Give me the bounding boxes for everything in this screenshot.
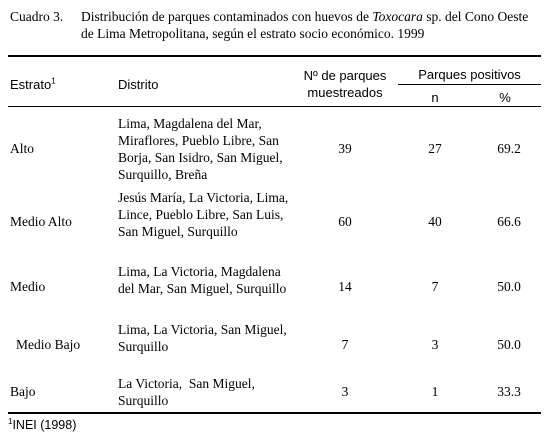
row-4-muestreados: 7 [341,337,349,352]
caption-label: Cuadro 3. [10,9,64,24]
row-5-n: 1 [431,384,439,399]
header-estrato-sup: 1 [51,76,56,86]
row-3-estrato: Medio [10,279,46,294]
header-estrato [10,76,56,93]
footnote-text: INEI (1998) [12,418,77,432]
caption-text [81,8,543,42]
caption-italic-genus: Toxocara [372,9,423,24]
row-2-n: 40 [428,214,442,229]
row-4-pct: 50.0 [497,337,521,352]
row-2-muestreados: 60 [338,214,352,229]
row-5-muestreados: 3 [341,384,349,399]
header-n: n [431,90,439,105]
row-5-distrito: La Victoria, San Miguel, Surquillo [118,376,259,408]
row-2-estrato: Medio Alto [10,214,72,229]
row-3-pct: 50.0 [497,279,521,294]
row-5-estrato: Bajo [10,384,36,399]
caption-text-before: Distribución de parques contaminados con huevos de [81,9,373,24]
row-1-distrito: Lima, Magdalena del Mar, Miraflores, Pueblo Libre, San Borja, San Isidro, San Miguel, Surquillo, Breña [118,116,283,182]
row-4-estrato: Medio Bajo [16,337,81,352]
row-3-n: 7 [431,279,439,294]
header-rule [8,106,541,107]
row-3-distrito: Lima, La Victoria, Magdalena del Mar, San Miguel, Surquillo [118,264,287,296]
header-parques-muestreados: Nº de parques muestreados [303,68,387,100]
row-1-pct: 69.2 [497,141,521,156]
row-2-distrito: Jesús María, La Victoria, Lima, Lince, Pueblo Libre, San Luis, San Miguel, Surquillo [118,190,289,239]
header-distrito: Distrito [118,77,159,92]
row-5-pct: 33.3 [497,384,521,399]
positivos-subrule [398,84,541,85]
row-2-pct: 66.6 [497,214,521,229]
row-1-estrato: Alto [10,141,35,156]
bottom-rule [8,412,541,414]
top-rule [8,55,541,57]
caption-text-after: sp. del Cono Oeste de Lima Metropolitana, según el estrato socio económico. 1999 [81,9,529,41]
row-1-muestreados: 39 [338,141,352,156]
row-3-muestreados: 14 [338,279,352,294]
header-estrato-label: Estrato [10,77,52,92]
row-1-n: 27 [428,141,442,156]
header-parques-positivos: Parques positivos [418,67,521,82]
row-4-n: 3 [431,337,439,352]
header-pct: % [499,90,511,105]
footnote-sup: 1 [8,416,13,426]
row-4-distrito: Lima, La Victoria, San Miguel, Surquillo [118,322,287,354]
footnote [8,418,76,432]
